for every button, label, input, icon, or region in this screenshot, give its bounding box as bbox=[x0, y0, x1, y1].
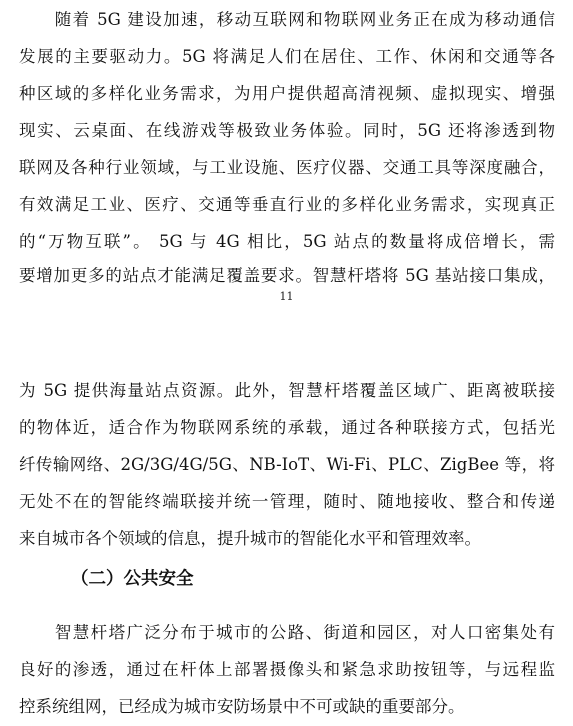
paragraph-line: 为 5G 提供海量站点资源。此外，智慧杆塔覆盖区域广、距离被联接 bbox=[19, 381, 555, 400]
section-heading: （二）公共安全 bbox=[71, 569, 194, 589]
paragraph-line: 纤传输网络、2G/3G/4G/5G、NB-IoT、Wi-Fi、PLC、ZigBee 等，将 bbox=[19, 455, 555, 474]
paragraph-line: 现实、云桌面、在线游戏等极致业务体验。同时，5G 还将渗透到物 bbox=[19, 121, 555, 140]
paragraph-line: 要增加更多的站点才能满足覆盖要求。智慧杆塔将 5G 基站接口集成， bbox=[19, 266, 555, 285]
paragraph-line: 发展的主要驱动力。5G 将满足人们在居住、工作、休闲和交通等各 bbox=[19, 47, 555, 66]
paragraph-line: 智慧杆塔广泛分布于城市的公路、街道和园区，对人口密集处有 bbox=[19, 623, 555, 642]
paragraph-line: 联网及各种行业领域，与工业设施、医疗仪器、交通工具等深度融合， bbox=[19, 158, 555, 177]
paragraph-line: 无处不在的智能终端联接并统一管理，随时、随地接收、整合和传递 bbox=[19, 492, 555, 511]
paragraph-line: 控系统组网，已经成为城市安防场景中不可或缺的重要部分。 bbox=[19, 697, 465, 716]
paragraph-line: 的“万物互联”。 5G 与 4G 相比，5G 站点的数量将成倍增长，需 bbox=[19, 232, 555, 251]
paragraph-line: 良好的渗透，通过在杆体上部署摄像头和紧急求助按钮等，与远程监 bbox=[19, 660, 555, 679]
paragraph-line: 来自城市各个领域的信息，提升城市的智能化水平和管理效率。 bbox=[19, 529, 481, 548]
paragraph-line: 种区域的多样化业务需求，为用户提供超高清视频、虚拟现实、增强 bbox=[19, 84, 555, 103]
paragraph-line: 随着 5G 建设加速，移动互联网和物联网业务正在成为移动通信 bbox=[19, 10, 555, 29]
paragraph-line: 有效满足工业、医疗、交通等垂直行业的多样化业务需求，实现真正 bbox=[19, 195, 555, 214]
paragraph-line: 的物体近，适合作为物联网系统的承载，通过各种联接方式，包括光 bbox=[19, 418, 555, 437]
page-number: 11 bbox=[279, 290, 294, 303]
